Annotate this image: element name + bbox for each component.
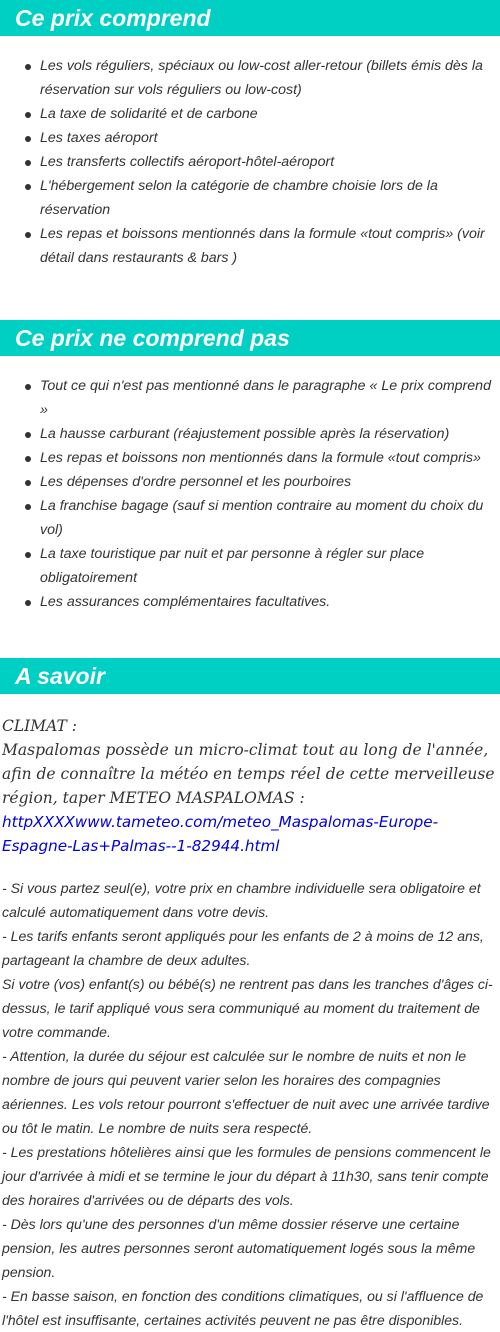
section-price-excludes	[0, 320, 500, 614]
list-item: Les repas et boissons mentionnés dans la formule «tout compris» (voir détail dans restaurants & bars )	[40, 222, 496, 270]
list-item: Les taxes aéroport	[40, 126, 496, 150]
list-item: La franchise bagage (sauf si mention contraire au moment du choix du vol)	[40, 494, 496, 542]
list-item: L'hébergement selon la catégorie de chambre choisie lors de la réservation	[40, 174, 496, 222]
section-heading-a-savoir: A savoir	[0, 658, 500, 694]
section-a-savoir	[0, 658, 500, 1332]
note-paragraph: - En basse saison, en fonction des conditions climatiques, ou si l'affluence de l'hôtel est insuffisante, certaines activités peuvent ne pas être disponibles.	[2, 1288, 484, 1328]
includes-list	[0, 54, 500, 270]
note-paragraph: Si votre (vos) enfant(s) ou bébé(s) ne rentrent pas dans les tranches d'âges ci-dessus, le tarif appliqué vous sera communiqué au moment du traitement de votre commande.	[2, 976, 493, 1040]
list-item: Les assurances complémentaires facultatives.	[40, 590, 496, 614]
list-item: La taxe touristique par nuit et par personne à régler sur place obligatoirement	[40, 542, 496, 590]
note-paragraph: - Les prestations hôtelières ainsi que les formules de pensions commencent le jour d'arrivée à midi et se termine le jour du départ à 11h30, sans tenir compte des horaires d'arrivées ou de départs des vols.	[2, 1144, 491, 1208]
climate-block	[0, 714, 500, 858]
list-item: Tout ce qui n'est pas mentionné dans le paragraphe « Le prix comprend »	[40, 374, 496, 422]
notes-block	[0, 876, 500, 1332]
climate-text: Maspalomas possède un micro-climat tout au long de l'année, afin de connaître la météo en temps réel de cette merveilleuse région, taper METEO MASPALOMAS :	[2, 741, 495, 807]
list-item: Les dépenses d'ordre personnel et les pourboires	[40, 470, 496, 494]
list-item: Les transferts collectifs aéroport-hôtel-aéroport	[40, 150, 496, 174]
note-paragraph: - Dès lors qu'une des personnes d'un même dossier réserve une certaine pension, les autres personnes seront automatiquement logés sous la même pension.	[2, 1216, 476, 1280]
excludes-list	[0, 374, 500, 614]
note-paragraph: - Si vous partez seul(e), votre prix en chambre individuelle sera obligatoire et calculé automatiquement dans votre devis.	[2, 880, 481, 920]
list-item: La taxe de solidarité et de carbone	[40, 102, 496, 126]
note-paragraph: - Attention, la durée du séjour est calculée sur le nombre de nuits et non le nombre de jours qui peuvent varier selon les horaires des compagnies aériennes. Les vols retour pourront s'effectuer de nuit avec une arrivée tardive ou tôt le matin. Le nombre de nuits sera respecté.	[2, 1048, 490, 1136]
climate-label: CLIMAT :	[2, 717, 77, 735]
section-price-includes	[0, 0, 500, 270]
note-paragraph: - Les tarifs enfants seront appliqués pour les enfants de 2 à moins de 12 ans, partageant la chambre de deux adultes.	[2, 928, 484, 968]
weather-link[interactable]: httpXXXXwww.tameteo.com/meteo_Maspalomas-Europe-Espagne-Las+Palmas--1-82944.html	[2, 813, 439, 855]
section-heading-includes: Ce prix comprend	[0, 0, 500, 36]
section-heading-excludes: Ce prix ne comprend pas	[0, 320, 500, 356]
list-item: Les vols réguliers, spéciaux ou low-cost aller-retour (billets émis dès la réservation sur vols réguliers ou low-cost)	[40, 54, 496, 102]
list-item: Les repas et boissons non mentionnés dans la formule «tout compris»	[40, 446, 496, 470]
list-item: La hausse carburant (réajustement possible après la réservation)	[40, 422, 496, 446]
